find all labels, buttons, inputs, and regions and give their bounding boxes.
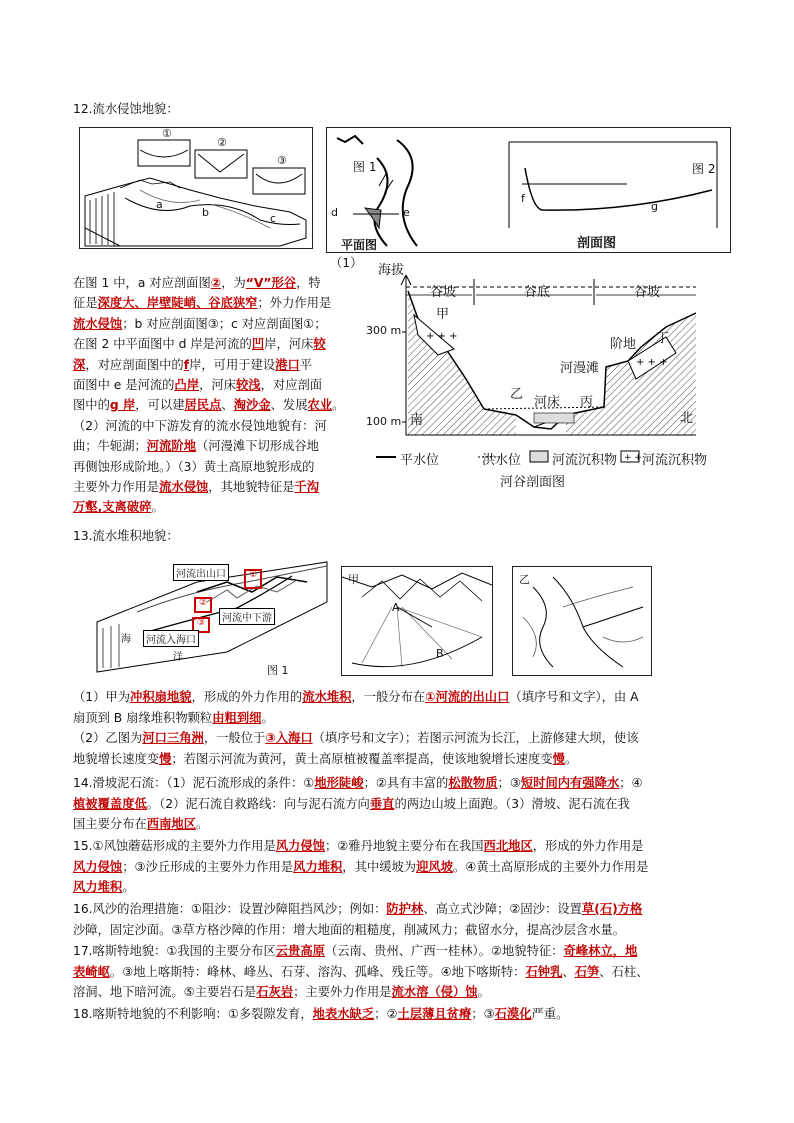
- north-label: 北: [680, 411, 694, 426]
- answer-text: 风力堆积: [293, 859, 343, 874]
- body-text: ，对应剖面图中的: [85, 357, 184, 372]
- answer-text: 迎风坡: [416, 859, 453, 874]
- answer-text: 较浅: [235, 378, 261, 392]
- q12-line: [73, 479, 319, 495]
- body-text: 主要外力作用是: [73, 480, 160, 494]
- body-text: 。: [477, 985, 490, 999]
- body-text: ；③沙丘形成的主要外力作用是: [122, 859, 294, 874]
- body-text: 、: [562, 964, 575, 979]
- q18-line: [73, 1006, 568, 1022]
- q13-line: [73, 710, 274, 726]
- body-text: ，形成的外力作用是: [532, 839, 644, 853]
- answer-text: ③入海口: [265, 731, 313, 745]
- answer-text: 表崎岖: [73, 964, 110, 979]
- body-text: 18.喀斯特地貌的不利影响：①多裂隙发育，: [73, 1007, 313, 1021]
- q12-line: [73, 316, 327, 332]
- q14-line: [73, 775, 643, 791]
- q12-title: 12.流水侵蚀地貌：: [73, 102, 179, 116]
- answer-text: 土层薄且贫瘠: [397, 1007, 472, 1021]
- answer-text: 垂直: [369, 796, 395, 811]
- q12-line: [73, 377, 322, 393]
- q12-line: [73, 438, 319, 454]
- q16-line: [73, 922, 625, 938]
- q15-line: [73, 859, 648, 875]
- body-text: 再侧蚀形成阶地。）（3）黄土高原地貌形成的: [73, 459, 315, 474]
- q17-line: [73, 964, 649, 980]
- body-text: （填序号和文字），由 A: [509, 690, 639, 704]
- body-text: ，对应剖面: [260, 378, 323, 392]
- q13-title: 13.流水堆积地貌：: [73, 529, 179, 543]
- q15-line: [73, 838, 643, 854]
- label-ocean: 洋: [173, 652, 183, 663]
- south-label: 南: [410, 413, 424, 428]
- legend-flood-water: 洪水位: [482, 453, 522, 468]
- fig-2-label: 图 2: [692, 162, 716, 176]
- body-text: 溶洞、地下暗河流。⑤主要岩石是: [73, 985, 257, 999]
- body-text: （1）甲为: [73, 690, 131, 704]
- marker-3: ③: [197, 618, 206, 628]
- body-text: ；②: [374, 1007, 398, 1021]
- body-text: ，河床: [199, 378, 236, 392]
- label-sea: 海: [121, 634, 131, 645]
- body-text: 在图 1 中，a 对应剖面图: [73, 276, 211, 290]
- body-text: 岸，可用于建设: [189, 357, 276, 372]
- answer-text: 云贵高原: [275, 944, 325, 958]
- answer-text: 草(石)方格: [581, 902, 643, 916]
- q12-line: [73, 418, 327, 434]
- valley-block-diagram: [79, 127, 313, 249]
- answer-text: 深度大、岸壁陡峭、谷底狭窄: [97, 296, 258, 311]
- q14-line: [73, 796, 630, 812]
- answer-text: g 岸: [109, 398, 136, 413]
- q13-line: [73, 689, 639, 705]
- body-text: ，一般位于: [203, 731, 266, 745]
- answer-text: 慢: [552, 751, 565, 766]
- section-view-label: 剖面图: [577, 236, 617, 251]
- marker-1: ①: [249, 570, 258, 580]
- body-text: 、发展: [270, 398, 308, 413]
- q12-paren-1: （1）: [330, 256, 363, 270]
- fig-jia-label: 甲: [348, 573, 359, 586]
- answer-text: 流水侵蚀: [73, 316, 123, 331]
- body-text: ，其地貌特征是: [208, 480, 295, 494]
- delta-figure: [512, 566, 652, 676]
- body-text: ；主要外力作用是: [293, 985, 392, 999]
- answer-text: 居民点: [184, 398, 222, 413]
- point-a: a: [156, 198, 163, 211]
- q12-line: [73, 295, 331, 311]
- q17-line: [73, 984, 490, 1000]
- riverbed-label: 河床: [534, 395, 561, 410]
- point-jia: 甲: [436, 307, 450, 322]
- answer-text: 河流阶地: [146, 439, 196, 454]
- body-text: 严重。: [531, 1007, 569, 1021]
- answer-text: 流水堆积: [302, 690, 352, 704]
- body-text: 曲；牛轭湖；: [73, 439, 147, 454]
- answer-text: 流水溶（侵）蚀: [391, 985, 478, 999]
- answer-text: 千沟: [294, 480, 319, 494]
- legend-normal-water: 平水位: [400, 453, 440, 468]
- point-bing: 丙: [580, 395, 594, 410]
- body-text: ；若图示河流为黄河，黄土高原植被覆盖率提高，使该地貌增长速度变: [171, 751, 553, 766]
- body-text: 沙障，固定沙面。③草方格沙障的作用：增大地面的粗糙度，削减风力；截留水分，提高沙层含水量。: [73, 922, 626, 937]
- body-text: （填序号和文字）；若图示河流为长江，上游修建大坝，使该: [312, 731, 639, 745]
- body-text: ，其中缓坡为: [342, 859, 417, 874]
- body-text: 。: [196, 817, 209, 831]
- answer-text: 石灰岩: [256, 985, 294, 999]
- svg-text:+ + +: + + +: [636, 357, 668, 368]
- river-valley-cross-section: [366, 257, 716, 497]
- body-text: （2）河流的中下游发育的流水侵蚀地貌有：河: [73, 418, 327, 433]
- answer-text: 奇峰林立，地: [563, 944, 638, 958]
- svg-text:+ +: + +: [624, 453, 642, 463]
- answer-text: 万壑,支离破碎: [73, 500, 152, 515]
- body-text: 的两边山坡上面跑。（3）滑坡、泥石流在我: [394, 796, 630, 811]
- legend-sediment-2: 河流沉积物: [642, 453, 708, 468]
- alluvial-fan-figure: [341, 566, 493, 676]
- q12-line: [73, 336, 326, 352]
- label-river-midlower: 河流中下游: [219, 608, 275, 625]
- body-text: ，一般分布在: [351, 690, 426, 704]
- answer-text: 西南地区: [146, 817, 196, 831]
- body-text: 面图中 e 是河流的: [73, 378, 175, 392]
- q12-line: [73, 275, 321, 291]
- valley-caption: 河谷剖面图: [500, 475, 566, 490]
- answer-text: 由粗到细: [212, 710, 262, 725]
- slope-left-label: 谷坡: [430, 285, 457, 300]
- q17-line: [73, 943, 637, 959]
- legend-sediment-1: 河流沉积物: [552, 453, 618, 468]
- answer-text: 慢: [159, 751, 172, 766]
- body-text: （2）乙图为: [73, 731, 143, 745]
- floodplain-label: 河漫滩: [560, 361, 600, 376]
- answer-text: f: [183, 357, 190, 372]
- body-text: 。: [332, 398, 345, 413]
- body-text: 。④黄土高原形成的主要外力作用是: [453, 859, 649, 874]
- answer-text: 风力侵蚀: [275, 839, 325, 853]
- body-text: ；③: [471, 1007, 495, 1021]
- body-text: 。: [564, 751, 578, 766]
- body-text: 征是: [73, 296, 98, 311]
- deposition-block-diagram: [77, 552, 335, 680]
- body-text: 图中的: [73, 398, 110, 413]
- answer-text: 淘沙金: [233, 398, 271, 413]
- q12-line: [73, 459, 314, 475]
- answer-text: “V”形谷: [245, 276, 297, 290]
- answer-text: 深: [73, 357, 86, 372]
- point-yi: 乙: [510, 387, 524, 402]
- q12-line: [73, 357, 312, 373]
- answer-text: 植被覆盖度低: [73, 796, 147, 811]
- valley-floor-label: 谷底: [524, 285, 551, 300]
- body-text: ，可以建: [135, 398, 185, 413]
- answer-text: 农业: [307, 398, 333, 413]
- fig1-caption: 图 1: [267, 664, 289, 677]
- answer-text: 风力堆积: [73, 880, 123, 894]
- body-text: 国主要分布在: [73, 817, 147, 831]
- body-text: ；④: [619, 776, 643, 790]
- q12-line: [73, 499, 164, 515]
- section-label-2: ②: [217, 136, 227, 149]
- body-text: 在图 2 中平面图中 d 岸是河流的: [73, 337, 252, 352]
- body-text: 扇顶到 B 扇缘堆积物颗粒: [73, 710, 213, 725]
- body-text: 。③地上喀斯特：峰林、峰丛、石芽、溶沟、孤峰、残丘等。④地下喀斯特：: [109, 964, 526, 979]
- body-text: 15.①风蚀蘑菇形成的主要外力作用是: [73, 839, 276, 853]
- point-b: b: [202, 206, 209, 219]
- body-text: ；外力作用是: [257, 296, 332, 311]
- body-text: 地貌增长速度变: [73, 751, 160, 766]
- label-river-mouth-mountain: 河流出山口: [173, 564, 229, 581]
- bank-f: f: [521, 192, 525, 205]
- answer-text: 流水侵蚀: [159, 480, 209, 494]
- bank-g: g: [651, 200, 658, 213]
- body-text: ；b 对应剖面图③；c 对应剖面图①；: [122, 316, 327, 331]
- point-B: B: [436, 647, 444, 660]
- answer-text: 防护林: [386, 902, 424, 916]
- body-text: 17.喀斯特地貌：①我国的主要分布区: [73, 944, 276, 958]
- answer-text: 凹: [251, 337, 265, 352]
- body-text: 。: [122, 880, 135, 894]
- body-text: 14.滑坡泥石流：（1）泥石流形成的条件：①: [73, 776, 315, 790]
- q12-line: [73, 397, 344, 413]
- body-text: （河漫滩下切形成谷地: [196, 439, 319, 454]
- body-text: ，为: [221, 276, 246, 290]
- slope-right-label: 谷坡: [634, 285, 661, 300]
- body-text: （云南、贵州、广西一桂林）。②地貌特征：: [324, 944, 564, 958]
- body-text: ，形成的外力作用的: [191, 690, 303, 704]
- answer-text: 石笋: [574, 964, 600, 979]
- answer-text: 风力侵蚀: [73, 859, 123, 874]
- answer-text: ①河流的出山口: [425, 690, 510, 704]
- answer-text: 地表水缺乏: [312, 1007, 375, 1021]
- elevation-100m: 100 m: [366, 415, 402, 428]
- answer-text: 石钟乳: [525, 964, 563, 979]
- answer-text: 河口三角洲: [142, 731, 204, 745]
- q15-line: [73, 879, 135, 895]
- q13-line: [73, 730, 639, 746]
- label-river-estuary: 河流入海口: [143, 630, 199, 647]
- answer-text: 地形陡峻: [314, 776, 364, 790]
- answer-text: 短时间内有强降水: [520, 776, 620, 790]
- body-text: ；②雅丹地貌主要分布在我国: [324, 839, 484, 853]
- answer-text: 石漠化: [494, 1007, 532, 1021]
- q16-line: [73, 901, 642, 917]
- body-text: ；③: [497, 776, 521, 790]
- answer-text: ②: [210, 276, 222, 290]
- fig-1-label: 图 1: [353, 160, 377, 174]
- body-text: 、高立式沙障；②固沙：设置: [423, 902, 582, 916]
- body-text: 。（2）泥石流自救路线：向与泥石流方向: [146, 796, 370, 811]
- body-text: 。: [151, 500, 164, 515]
- body-text: 、石柱、: [599, 964, 649, 979]
- point-ding: 丁: [656, 331, 670, 346]
- answer-text: 港口: [275, 357, 300, 372]
- q13-line: [73, 751, 577, 767]
- answer-text: 松散物质: [448, 776, 498, 790]
- svg-text:+ + +: + + +: [426, 331, 458, 342]
- q14-line: [73, 816, 208, 832]
- terrace-label: 阶地: [610, 337, 637, 352]
- section-label-3: ③: [277, 154, 287, 167]
- body-text: 平: [299, 357, 313, 372]
- answer-text: 西北地区: [483, 839, 533, 853]
- answer-text: 较: [313, 337, 326, 352]
- body-text: 、: [221, 398, 234, 413]
- point-c: c: [270, 212, 277, 225]
- section-label-1: ①: [162, 127, 172, 140]
- marker-2: ②: [199, 598, 208, 608]
- fig-yi-label: 乙: [519, 573, 530, 586]
- elevation-label: 海拔: [378, 263, 405, 278]
- bank-e: e: [403, 206, 410, 219]
- body-text: 。: [261, 710, 274, 725]
- answer-text: 凸岸: [174, 378, 200, 392]
- body-text: 岸，河床: [264, 337, 314, 352]
- bank-d: d: [331, 206, 338, 219]
- point-A: A: [392, 601, 400, 614]
- answer-text: 冲积扇地貌: [130, 690, 192, 704]
- body-text: ，特: [296, 276, 321, 290]
- body-text: 16.风沙的治理措施：①阻沙：设置沙障阻挡风沙；例如：: [73, 902, 387, 916]
- plan-view-label: 平面图: [341, 238, 378, 252]
- meander-plan-section-figure: [326, 127, 731, 253]
- elevation-300m: 300 m: [366, 324, 402, 337]
- body-text: ；②具有丰富的: [363, 776, 449, 790]
